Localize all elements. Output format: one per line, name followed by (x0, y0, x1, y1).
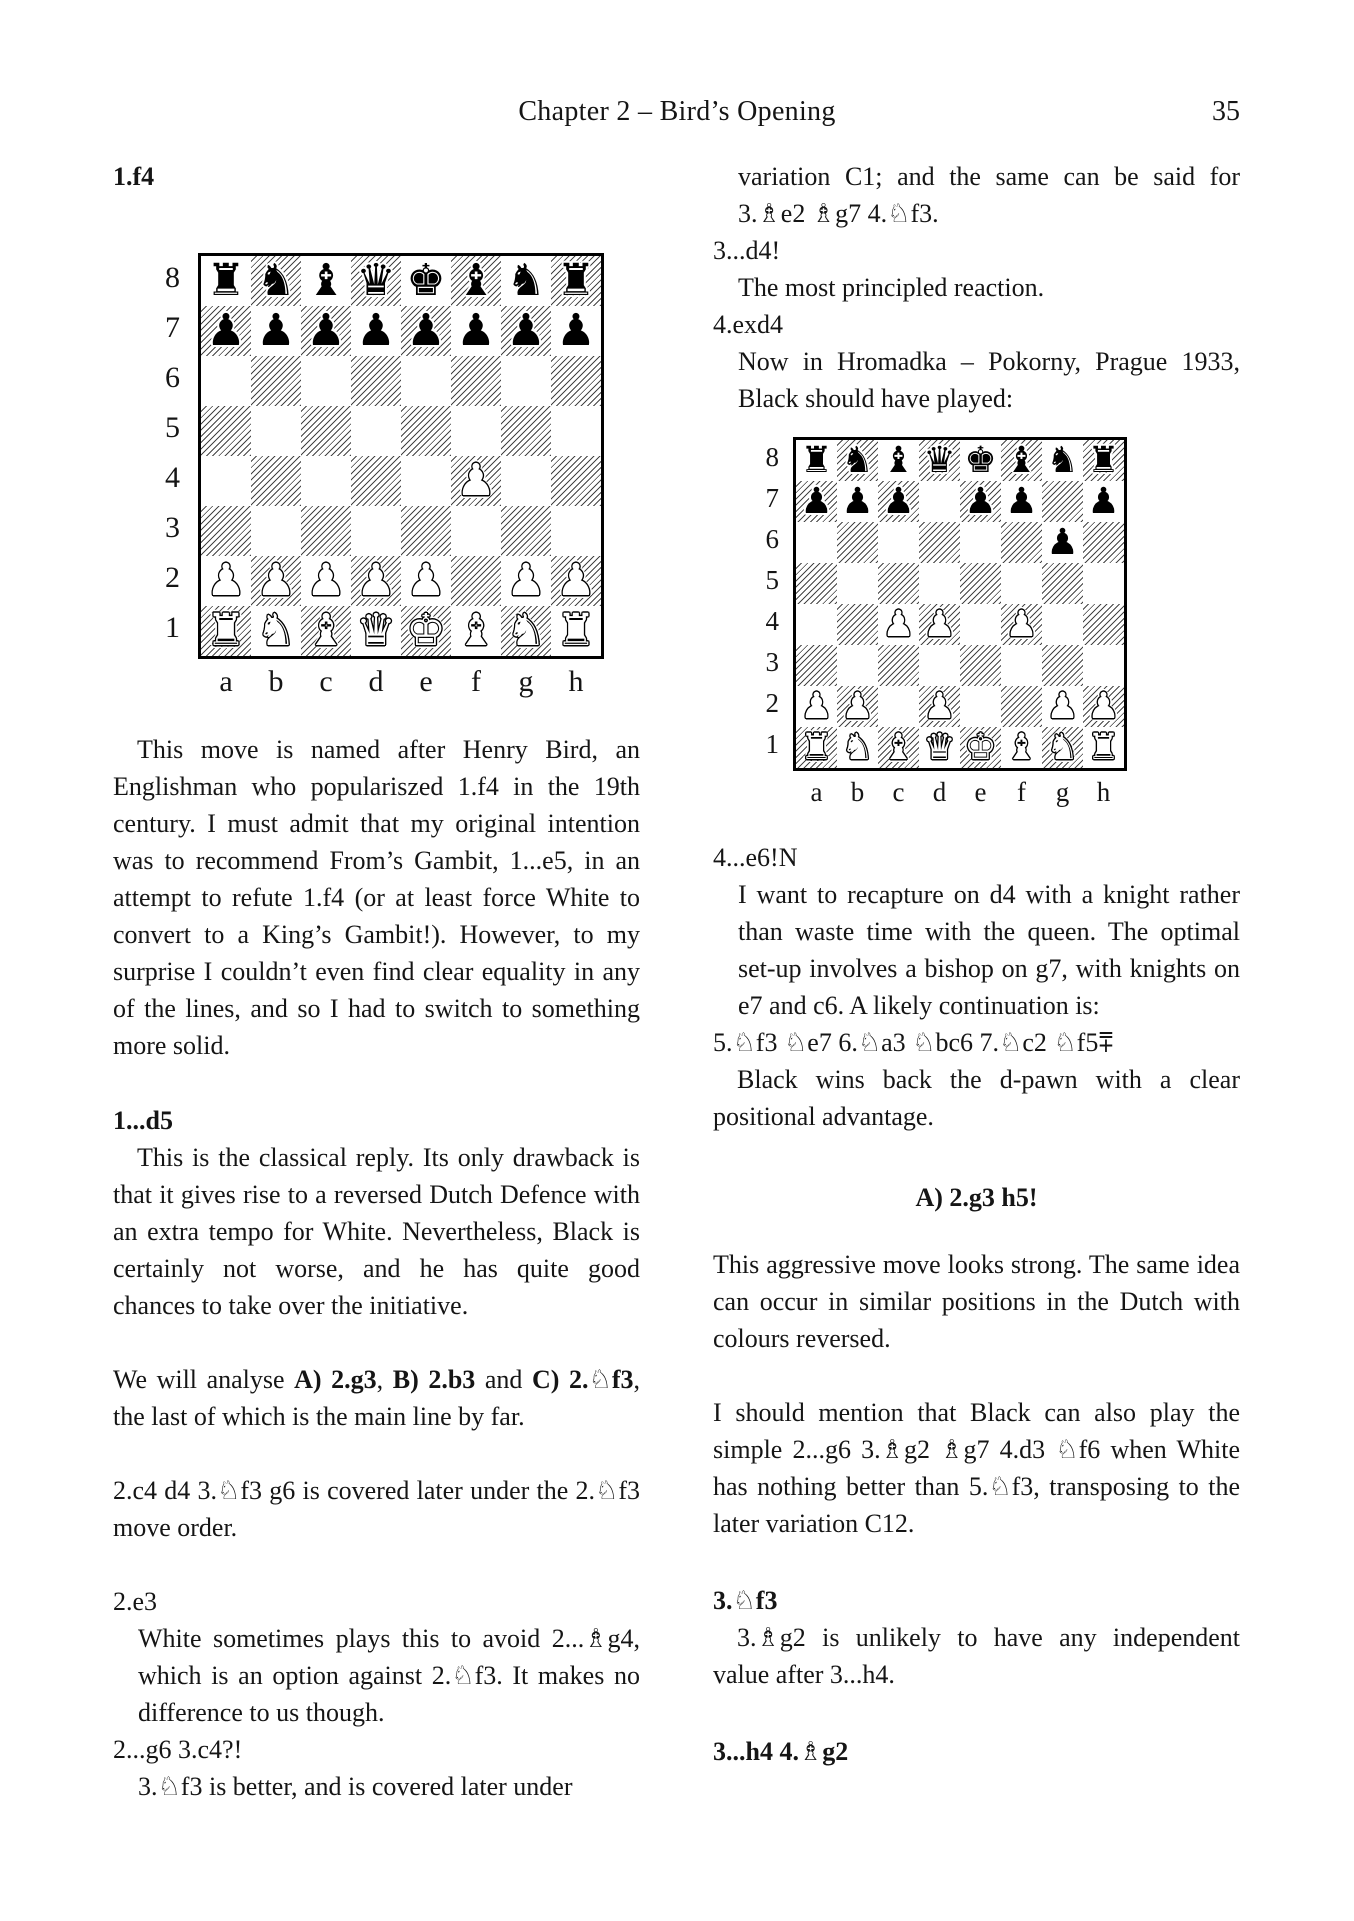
white-pawn-piece: ♟ (456, 456, 496, 506)
square-h5 (1083, 563, 1124, 604)
bold-move-text: C) 2.♘f3 (532, 1365, 634, 1394)
square-b6 (837, 522, 878, 563)
board-coordinate-label: 6 (765, 524, 779, 554)
square-d5 (351, 406, 401, 456)
square-d3 (919, 645, 960, 686)
square-e3 (960, 645, 1001, 686)
square-c4 (301, 456, 351, 506)
square-d7 (919, 481, 960, 522)
square-f1 (1001, 727, 1042, 768)
board-coordinate-label: 5 (765, 565, 779, 595)
section-heading-a-2g3-h5: A) 2.g3 h5! (915, 1183, 1038, 1212)
square-a7 (201, 306, 251, 356)
square-d5 (919, 563, 960, 604)
text-segment: , the last of which is the main line by far. (113, 1365, 640, 1431)
square-f3 (1001, 645, 1042, 686)
board-coordinate-label: 2 (165, 561, 180, 594)
text-segment: , (376, 1365, 393, 1394)
white-bishop-piece: ♝ (1005, 727, 1038, 768)
white-knight-piece: ♞ (256, 606, 296, 656)
white-queen-piece: ♛ (356, 606, 396, 656)
white-bishop-piece: ♝ (456, 606, 496, 656)
square-f8 (451, 256, 501, 306)
square-e6 (960, 522, 1001, 563)
white-pawn-piece: ♟ (923, 686, 956, 727)
square-h1 (551, 606, 601, 656)
square-a1 (201, 606, 251, 656)
bold-move-text: A) 2.g3 (294, 1365, 377, 1394)
square-g4 (1042, 604, 1083, 645)
black-pawn-piece: ♟ (306, 306, 346, 356)
black-knight-piece: ♞ (1046, 440, 1079, 481)
square-d8 (919, 440, 960, 481)
paragraph-hromadka-pokorny: Now in Hromadka – Pokorny, Prague 1933, Black should have played: (738, 347, 1240, 413)
square-a1 (796, 727, 837, 768)
black-rook-piece: ♜ (800, 440, 833, 481)
square-h6 (1083, 522, 1124, 563)
bold-move-text: B) 2.b3 (392, 1365, 476, 1394)
square-f6 (1001, 522, 1042, 563)
square-f8 (1001, 440, 1042, 481)
square-f5 (1001, 563, 1042, 604)
square-g5 (1042, 563, 1083, 604)
white-pawn-piece: ♟ (1046, 686, 1079, 727)
square-c7 (301, 306, 351, 356)
square-e5 (960, 563, 1001, 604)
square-f3 (451, 506, 501, 556)
board-coordinate-label: h (568, 665, 584, 698)
square-c3 (301, 506, 351, 556)
square-c2 (301, 556, 351, 606)
square-g7 (1042, 481, 1083, 522)
square-g4 (501, 456, 551, 506)
square-c7 (878, 481, 919, 522)
text-segment: We will analyse (113, 1365, 295, 1394)
square-h7 (551, 306, 601, 356)
square-f7 (1001, 481, 1042, 522)
black-queen-piece: ♛ (356, 256, 396, 306)
paragraph-aggressive-move: This aggressive move looks strong. The same idea can occur in similar positions in the Dutch with colours reversed. (713, 1250, 1240, 1353)
square-h1 (1083, 727, 1124, 768)
chapter-header: Chapter 2 – Bird’s Opening (518, 96, 836, 127)
square-d1 (919, 727, 960, 768)
move-line-4exd4: 4.exd4 (713, 310, 784, 339)
white-rook-piece: ♜ (206, 606, 246, 656)
white-pawn-piece: ♟ (356, 556, 396, 606)
board-coordinate-label: a (810, 777, 823, 807)
black-pawn-piece: ♟ (882, 481, 915, 522)
square-d6 (919, 522, 960, 563)
board-coordinate-label: g (1055, 777, 1070, 807)
square-a2 (796, 686, 837, 727)
paragraph-recapture-plan: I want to recapture on d4 with a knight rather than waste time with the queen. The optimal set-up involves a bishop on g7, with knights on e7 and c6. A likely continuation is: (738, 880, 1240, 1020)
board-coordinate-label: 7 (765, 483, 779, 513)
square-e4 (401, 456, 451, 506)
square-e1 (401, 606, 451, 656)
white-rook-piece: ♜ (556, 606, 596, 656)
black-pawn-piece: ♟ (1005, 481, 1038, 522)
white-queen-piece: ♛ (923, 727, 956, 768)
square-c8 (301, 256, 351, 306)
paragraph-principled-reaction: The most principled reaction. (738, 273, 1045, 302)
rank-labels (134, 253, 198, 653)
file-labels (796, 771, 1240, 813)
black-bishop-piece: ♝ (306, 256, 346, 306)
square-a5 (201, 406, 251, 456)
board-coordinate-label: 5 (165, 411, 180, 444)
move-line-2e3: 2.e3 (113, 1587, 158, 1616)
chess-diagram-after-1f4 (134, 253, 640, 705)
board-coordinate-label: 8 (165, 261, 180, 294)
white-bishop-piece: ♝ (882, 727, 915, 768)
black-pawn-piece: ♟ (356, 306, 396, 356)
square-b5 (251, 406, 301, 456)
white-knight-piece: ♞ (841, 727, 874, 768)
black-knight-piece: ♞ (841, 440, 874, 481)
square-h7 (1083, 481, 1124, 522)
black-pawn-piece: ♟ (1087, 481, 1120, 522)
square-g2 (501, 556, 551, 606)
board-coordinate-label: 3 (165, 511, 180, 544)
board-coordinate-label: b (268, 665, 284, 698)
square-a7 (796, 481, 837, 522)
square-a5 (796, 563, 837, 604)
black-king-piece: ♚ (406, 256, 446, 306)
square-b4 (837, 604, 878, 645)
square-e7 (401, 306, 451, 356)
square-e8 (401, 256, 451, 306)
square-g3 (1042, 645, 1083, 686)
board-coordinate-label: c (319, 665, 333, 698)
square-b1 (251, 606, 301, 656)
board-coordinate-label: f (1017, 777, 1026, 807)
square-g1 (501, 606, 551, 656)
paragraph-black-wins-dpawn: Black wins back the d-pawn with a clear positional advantage. (713, 1065, 1240, 1131)
board-coordinate-label: 6 (165, 361, 180, 394)
paragraph-simple-g6-option: I should mention that Black can also play the simple 2...g6 3.♗g2 ♗g7 4.d3 ♘f6 when White has nothing better than 5.♘f3, transposing to the later variation C12. (713, 1398, 1240, 1538)
paragraph-2c4-note: 2.c4 d4 3.♘f3 g6 is covered later under the 2.♘f3 move order. (113, 1476, 640, 1542)
square-c8 (878, 440, 919, 481)
board-coordinate-label: 1 (765, 729, 779, 759)
white-knight-piece: ♞ (506, 606, 546, 656)
move-heading-3nf3: 3.♘f3 (713, 1586, 778, 1615)
black-rook-piece: ♜ (556, 256, 596, 306)
square-g1 (1042, 727, 1083, 768)
square-g8 (1042, 440, 1083, 481)
square-a2 (201, 556, 251, 606)
square-g6 (501, 356, 551, 406)
board-coordinate-label: g (518, 665, 534, 698)
black-knight-piece: ♞ (256, 256, 296, 306)
white-knight-piece: ♞ (1046, 727, 1079, 768)
square-f5 (451, 406, 501, 456)
white-pawn-piece: ♟ (1087, 686, 1120, 727)
square-b7 (837, 481, 878, 522)
square-d2 (919, 686, 960, 727)
board-coordinate-label: 1 (165, 611, 180, 644)
file-labels (201, 659, 640, 705)
square-f1 (451, 606, 501, 656)
square-c1 (878, 727, 919, 768)
paragraph-3nf3-better: 3.♘f3 is better, and is covered later under (138, 1772, 573, 1801)
square-a6 (796, 522, 837, 563)
square-h4 (1083, 604, 1124, 645)
move-line-5nf3-continuation: 5.♘f3 ♘e7 6.♘a3 ♘bc6 7.♘c2 ♘f5⩱ (713, 1028, 1114, 1057)
square-h2 (551, 556, 601, 606)
board-coordinate-label: 7 (165, 311, 180, 344)
square-e4 (960, 604, 1001, 645)
paragraph-classical-reply: This is the classical reply. Its only drawback is that it gives rise to a reversed Dutch Defence with an extra tempo for White. Nevertheless, Black is certainly not worse, and he has quite good chances to take over the initiative. (113, 1143, 640, 1320)
square-e7 (960, 481, 1001, 522)
square-c5 (301, 406, 351, 456)
white-rook-piece: ♜ (800, 727, 833, 768)
board-coordinate-label: c (892, 777, 905, 807)
square-d2 (351, 556, 401, 606)
board-coordinate-label: e (419, 665, 433, 698)
black-pawn-piece: ♟ (406, 306, 446, 356)
square-a6 (201, 356, 251, 406)
move-line-2g6-3c4: 2...g6 3.c4?! (113, 1735, 243, 1764)
square-c4 (878, 604, 919, 645)
square-d4 (351, 456, 401, 506)
square-f2 (451, 556, 501, 606)
square-h8 (551, 256, 601, 306)
white-pawn-piece: ♟ (1005, 604, 1038, 645)
black-pawn-piece: ♟ (256, 306, 296, 356)
board-coordinate-label: d (368, 665, 384, 698)
square-h3 (1083, 645, 1124, 686)
board-coordinate-label: 4 (765, 606, 779, 636)
square-d7 (351, 306, 401, 356)
square-h4 (551, 456, 601, 506)
square-a4 (796, 604, 837, 645)
square-g2 (1042, 686, 1083, 727)
square-e3 (401, 506, 451, 556)
chess-board (198, 253, 604, 659)
black-pawn-piece: ♟ (964, 481, 997, 522)
square-a8 (201, 256, 251, 306)
paragraph-we-will-analyse (113, 1361, 640, 1435)
board-coordinate-label: a (219, 665, 233, 698)
board-coordinate-label: d (932, 777, 947, 807)
square-b3 (837, 645, 878, 686)
square-a3 (201, 506, 251, 556)
square-a4 (201, 456, 251, 506)
black-pawn-piece: ♟ (841, 481, 874, 522)
board-coordinate-label: e (974, 777, 987, 807)
move-heading-1f4: 1.f4 (113, 162, 155, 191)
square-f6 (451, 356, 501, 406)
square-e2 (401, 556, 451, 606)
square-b1 (837, 727, 878, 768)
black-pawn-piece: ♟ (206, 306, 246, 356)
square-e2 (960, 686, 1001, 727)
left-column (113, 158, 640, 1805)
square-g8 (501, 256, 551, 306)
square-c3 (878, 645, 919, 686)
black-bishop-piece: ♝ (456, 256, 496, 306)
square-b5 (837, 563, 878, 604)
black-pawn-piece: ♟ (456, 306, 496, 356)
white-pawn-piece: ♟ (256, 556, 296, 606)
white-pawn-piece: ♟ (882, 604, 915, 645)
white-king-piece: ♚ (406, 606, 446, 656)
black-pawn-piece: ♟ (506, 306, 546, 356)
board-coordinate-label: f (471, 665, 481, 698)
black-bishop-piece: ♝ (882, 440, 915, 481)
move-line-4e6: 4...e6!N (713, 843, 798, 872)
square-c6 (301, 356, 351, 406)
board-coordinate-label: h (1096, 777, 1111, 807)
black-pawn-piece: ♟ (800, 481, 833, 522)
square-g5 (501, 406, 551, 456)
paragraph-2e3-comment: White sometimes plays this to avoid 2...♗g4, which is an option against 2.♘f3. It makes no difference to us though. (138, 1624, 640, 1727)
move-heading-1d5: 1...d5 (113, 1106, 173, 1135)
square-g7 (501, 306, 551, 356)
white-pawn-piece: ♟ (506, 556, 546, 606)
board-coordinate-label: b (850, 777, 865, 807)
right-column (713, 158, 1240, 1770)
square-g3 (501, 506, 551, 556)
board-coordinate-label: 4 (165, 461, 180, 494)
square-b2 (837, 686, 878, 727)
board-coordinate-label: 3 (765, 647, 779, 677)
square-c6 (878, 522, 919, 563)
square-h3 (551, 506, 601, 556)
move-heading-3h4-4bg2: 3...h4 4.♗g2 (713, 1737, 849, 1766)
square-d3 (351, 506, 401, 556)
white-pawn-piece: ♟ (306, 556, 346, 606)
square-g6 (1042, 522, 1083, 563)
board-coordinate-label: 2 (765, 688, 779, 718)
white-rook-piece: ♜ (1087, 727, 1120, 768)
black-bishop-piece: ♝ (1005, 440, 1038, 481)
white-pawn-piece: ♟ (923, 604, 956, 645)
square-b7 (251, 306, 301, 356)
square-f2 (1001, 686, 1042, 727)
black-rook-piece: ♜ (1087, 440, 1120, 481)
square-e8 (960, 440, 1001, 481)
white-pawn-piece: ♟ (800, 686, 833, 727)
square-d8 (351, 256, 401, 306)
square-c5 (878, 563, 919, 604)
white-pawn-piece: ♟ (406, 556, 446, 606)
black-queen-piece: ♛ (923, 440, 956, 481)
square-f4 (451, 456, 501, 506)
square-e1 (960, 727, 1001, 768)
square-b4 (251, 456, 301, 506)
text-segment: and (475, 1365, 533, 1394)
chess-board (793, 437, 1127, 771)
square-f4 (1001, 604, 1042, 645)
square-b6 (251, 356, 301, 406)
white-bishop-piece: ♝ (306, 606, 346, 656)
square-b2 (251, 556, 301, 606)
board-coordinate-label: 8 (765, 442, 779, 472)
square-h8 (1083, 440, 1124, 481)
square-d1 (351, 606, 401, 656)
square-d6 (351, 356, 401, 406)
black-pawn-piece: ♟ (1046, 522, 1079, 563)
square-b3 (251, 506, 301, 556)
move-line-3d4: 3...d4! (713, 236, 781, 265)
square-e6 (401, 356, 451, 406)
black-rook-piece: ♜ (206, 256, 246, 306)
square-c2 (878, 686, 919, 727)
black-knight-piece: ♞ (506, 256, 546, 306)
white-pawn-piece: ♟ (206, 556, 246, 606)
white-pawn-piece: ♟ (556, 556, 596, 606)
white-pawn-piece: ♟ (841, 686, 874, 727)
square-h2 (1083, 686, 1124, 727)
chess-diagram-hromadka-position (749, 437, 1240, 813)
square-h6 (551, 356, 601, 406)
black-king-piece: ♚ (964, 440, 997, 481)
square-e5 (401, 406, 451, 456)
square-a3 (796, 645, 837, 686)
white-king-piece: ♚ (964, 727, 997, 768)
square-b8 (251, 256, 301, 306)
rank-labels (749, 437, 793, 765)
page-number: 35 (1212, 96, 1240, 127)
paragraph-3bg2-note: 3.♗g2 is unlikely to have any independent value after 3...h4. (713, 1623, 1240, 1689)
paragraph-bird-history: This move is named after Henry Bird, an Englishman who populariszed 1.f4 in the 19th century. I must admit that my original intention was to recommend From’s Gambit, 1...e5, in an attempt to refute 1.f4 (or at least force White to convert to a King’s Gambit!). However, to my surprise I couldn’t even find clear equality in any of the lines, and so I had to switch to something more solid. (113, 735, 640, 1060)
square-d4 (919, 604, 960, 645)
square-c1 (301, 606, 351, 656)
square-h5 (551, 406, 601, 456)
square-b8 (837, 440, 878, 481)
paragraph-variation-c1: variation C1; and the same can be said for 3.♗e2 ♗g7 4.♘f3. (738, 162, 1240, 228)
black-pawn-piece: ♟ (556, 306, 596, 356)
square-f7 (451, 306, 501, 356)
square-a8 (796, 440, 837, 481)
